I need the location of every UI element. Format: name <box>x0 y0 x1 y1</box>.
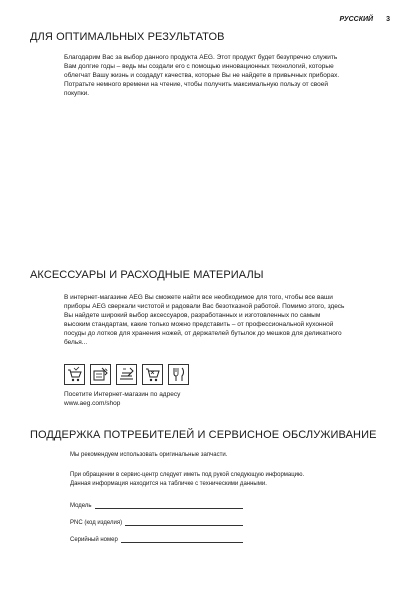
section-title-accessories: АКСЕССУАРЫ И РАСХОДНЫЕ МАТЕРИАЛЫ <box>30 269 264 281</box>
text-line: посуды до лотков для хранения ножей, от держателей бутылок до мешков для деликатного <box>64 330 342 337</box>
model-field <box>70 502 243 509</box>
accessories-paragraph <box>64 293 394 347</box>
text-line: Благодарим Вас за выбор данного продукта AEG. Этот продукт будет безупречно служить <box>64 54 338 61</box>
pnc-field-label: PNC (код изделия) <box>70 520 123 526</box>
cleaning-icon <box>116 364 137 385</box>
serial-number-field <box>70 536 243 543</box>
support-paragraph-info <box>70 471 390 489</box>
text-line: высоким стандартам, какие только можно представить – от профессиональной кухонной <box>64 321 334 328</box>
serial-number-field-label: Серийный номер <box>70 537 118 543</box>
shopping-cart-icon <box>142 364 163 385</box>
pnc-field <box>70 519 243 526</box>
text-line: облегчат Вашу жизнь и создадут качества, которые Вы не найдете в привычных приборах. <box>64 72 340 79</box>
section-title-support: ПОДДЕРЖКА ПОТРЕБИТЕЛЕЙ И СЕРВИСНОЕ ОБСЛУЖИВАНИЕ <box>30 429 377 441</box>
text-line: Мы рекомендуем использовать оригинальные запчасти. <box>70 452 228 458</box>
serial-number-field-line <box>121 536 243 543</box>
text-line: покупки. <box>64 90 90 97</box>
oven-accessories-icon <box>90 364 111 385</box>
text-line: Вы найдете широкий выбор аксессуаров, разработанных и изготовленных по самым <box>64 312 321 319</box>
section-title-results: ДЛЯ ОПТИМАЛЬНЫХ РЕЗУЛЬТАТОВ <box>30 31 225 43</box>
support-paragraph-parts <box>70 451 390 460</box>
language-label: РУССКИЙ <box>339 16 374 23</box>
accessories-shop-icon <box>64 364 85 385</box>
text-line: белья... <box>64 339 88 346</box>
shop-visit-text <box>64 390 180 408</box>
pnc-field-line <box>125 519 243 526</box>
text-line: Вам долгие годы – ведь мы создали его с помощью инновационных технологий, которые <box>64 63 334 70</box>
model-field-label: Модель <box>70 503 92 509</box>
text-line: Данная информация находится на табличке с техническими данными. <box>70 481 267 487</box>
visit-label: Посетите Интернет-магазин по адресу <box>64 391 181 398</box>
text-line: При обращении в сервис-центр следует иметь под рукой следующую информацию. <box>70 472 305 478</box>
model-field-line <box>95 502 243 509</box>
intro-paragraph <box>64 53 394 98</box>
text-line: В интернет-магазине AEG Вы сможете найти все необходимое для того, чтобы все ваши <box>64 294 333 301</box>
utensils-icon <box>168 364 189 385</box>
page-header <box>339 16 390 23</box>
page-number: 3 <box>386 16 390 23</box>
shop-link[interactable]: www.aeg.com/shop <box>64 400 121 407</box>
text-line: Потратьте немного времени на чтение, чтобы получить максимальную пользу от своей <box>64 81 328 88</box>
accessory-icons <box>64 364 189 385</box>
text-line: приборы AEG сверкали чистотой и радовали Вас безотказной работой. Помимо этого, здесь <box>64 303 345 310</box>
